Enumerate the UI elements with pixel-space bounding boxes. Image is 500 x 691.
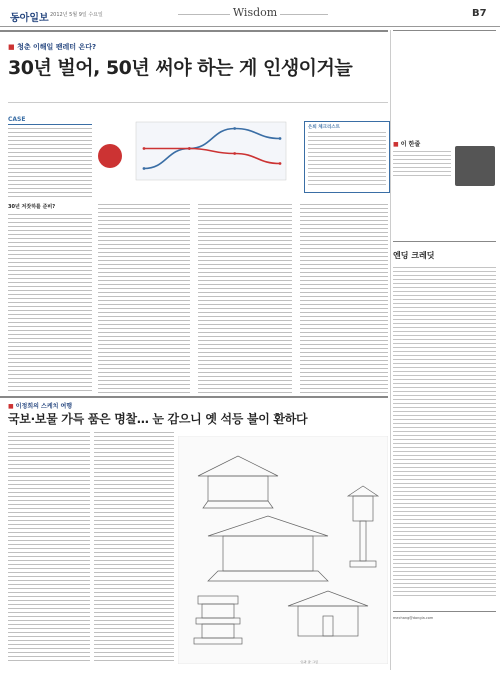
info-box bbox=[304, 121, 390, 193]
chart-point bbox=[279, 162, 282, 165]
lead-series bbox=[8, 42, 96, 52]
lead-column-2 bbox=[98, 204, 190, 394]
lead-column-1b bbox=[8, 214, 92, 394]
chart-point bbox=[233, 152, 236, 155]
life-cycle-chart bbox=[96, 116, 296, 196]
bullet-icon: ■ bbox=[393, 141, 399, 148]
feature-series-label: 이정희의 스케치 여행 bbox=[15, 403, 73, 410]
chart-point bbox=[143, 147, 146, 150]
feature-headline: 국보·보물 가득 품은 명찰… 눈 감으니 옛 석등 불이 환하다 bbox=[8, 412, 308, 426]
page-divider bbox=[390, 30, 391, 670]
sidebar-contact: mechang@dongla.com bbox=[393, 616, 434, 620]
lead-top-rule bbox=[0, 30, 388, 32]
lead-column-3 bbox=[198, 204, 292, 394]
lead-headline: 30년 벌어, 50년 써야 하는 게 인생이거늘 bbox=[8, 57, 353, 79]
chart-point bbox=[279, 137, 282, 140]
case-rule bbox=[8, 124, 92, 125]
issue-date: 2012년 5월 9일 수요일 bbox=[50, 12, 103, 18]
sidebar-head-1-label: 이 한줄 bbox=[400, 141, 421, 148]
sketch-caption: '돈과 걸' 그림 bbox=[300, 660, 319, 664]
author-photo bbox=[455, 146, 495, 186]
section-title: Wisdom bbox=[230, 6, 280, 19]
info-box-title: 은퇴 체크리스트 bbox=[308, 125, 340, 130]
sidebar-text-1 bbox=[393, 151, 451, 179]
sidebar-head-2: 엔딩 크레딧 bbox=[393, 251, 435, 260]
feature-column-1 bbox=[8, 432, 90, 664]
info-box-text bbox=[308, 132, 386, 187]
text-block bbox=[8, 128, 92, 198]
series-bullet-icon: ■ bbox=[8, 43, 15, 51]
right-sidebar bbox=[393, 30, 496, 670]
page-number: B7 bbox=[472, 8, 487, 19]
chart-point bbox=[188, 147, 191, 150]
feature-column-2 bbox=[94, 432, 174, 664]
temple-sketch bbox=[178, 436, 388, 664]
feature-series bbox=[8, 401, 72, 410]
chart-point bbox=[233, 127, 236, 130]
lead-column-1 bbox=[8, 128, 92, 198]
sidebar-rule-3 bbox=[393, 611, 496, 612]
series-bullet-icon: ■ bbox=[8, 403, 14, 410]
newspaper-logo: 동아일보 bbox=[10, 13, 49, 24]
lead-series-label: 청춘 이해일 팬레터 온다? bbox=[17, 43, 97, 51]
chart-point bbox=[143, 167, 146, 170]
lead-column-4 bbox=[300, 204, 388, 394]
sidebar-text-2 bbox=[393, 267, 496, 597]
feature-top-rule bbox=[0, 396, 388, 398]
lead-subhead: 30년 저잣하를 준비? bbox=[8, 204, 56, 210]
sidebar-rule bbox=[393, 30, 496, 31]
chart-badge bbox=[98, 144, 122, 168]
case-kicker: CASE bbox=[8, 116, 26, 123]
lead-title-underline bbox=[8, 102, 388, 103]
sidebar-rule-2 bbox=[393, 241, 496, 242]
